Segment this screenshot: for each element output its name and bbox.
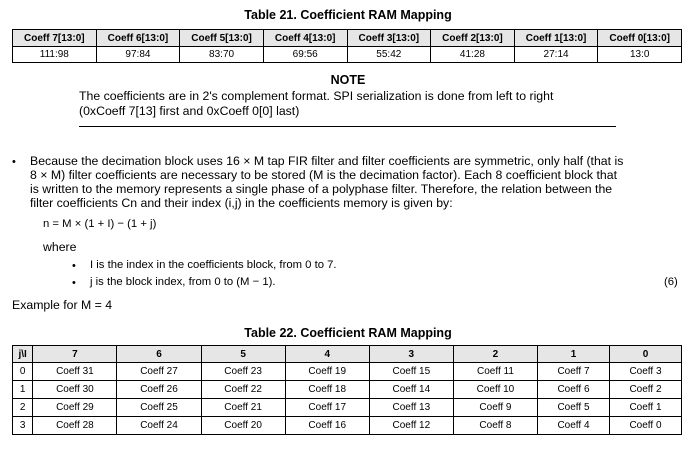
table-cell: Coeff 21 <box>201 399 285 417</box>
equation: n = M × (1 + I) − (1 + j) <box>43 218 157 230</box>
table21-header-cell: Coeff 4[13:0] <box>263 30 347 47</box>
table-row <box>13 399 682 417</box>
note-rule <box>79 126 616 127</box>
body-line: filter coefficients Cn and their index (i,j) in the coefficients memory is given by: <box>30 196 453 210</box>
sub-item-i: I is the index in the coefficients block, from 0 to 7. <box>90 259 337 271</box>
table-cell: 0 <box>13 363 33 381</box>
table-cell: Coeff 31 <box>33 363 117 381</box>
table22-header-cell: j\I <box>13 346 33 363</box>
table-cell: Coeff 24 <box>117 417 201 435</box>
table-cell: Coeff 26 <box>117 381 201 399</box>
table22-header-cell: 7 <box>33 346 117 363</box>
table-cell: Coeff 9 <box>453 399 537 417</box>
table-cell: Coeff 2 <box>609 381 681 399</box>
table-cell: 2 <box>13 399 33 417</box>
table-cell: Coeff 12 <box>369 417 453 435</box>
note-text-line-1: The coefficients are in 2's complement format. SPI serialization is done from left to right <box>79 89 554 103</box>
table-cell: Coeff 27 <box>117 363 201 381</box>
note-title: NOTE <box>330 73 366 87</box>
table21 <box>12 29 682 63</box>
table22-header-cell: 2 <box>453 346 537 363</box>
table-cell: Coeff 10 <box>453 381 537 399</box>
table21-caption: Table 21. Coefficient RAM Mapping <box>244 8 452 22</box>
table22-header-cell: 1 <box>538 346 610 363</box>
table-row <box>13 363 682 381</box>
table21-header-cell: Coeff 5[13:0] <box>180 30 264 47</box>
table21-header-cell: Coeff 6[13:0] <box>96 30 180 47</box>
table-cell: Coeff 17 <box>285 399 369 417</box>
table-cell: Coeff 6 <box>538 381 610 399</box>
table-cell: Coeff 23 <box>201 363 285 381</box>
table22-header-cell: 4 <box>285 346 369 363</box>
where-label: where <box>43 240 77 254</box>
table-cell: 1 <box>13 381 33 399</box>
table21-header-cell: Coeff 0[13:0] <box>598 30 682 47</box>
table22 <box>12 345 682 435</box>
body-line: 8 × M) filter coefficients are necessary to be stored (M is the decimation factor). Each 8 coefficient block that <box>30 168 617 182</box>
table21-row <box>13 47 682 63</box>
table-cell: Coeff 16 <box>285 417 369 435</box>
table-cell: Coeff 5 <box>538 399 610 417</box>
table-cell: Coeff 18 <box>285 381 369 399</box>
table21-header-row <box>13 30 682 47</box>
table-cell: Coeff 14 <box>369 381 453 399</box>
table-cell: Coeff 8 <box>453 417 537 435</box>
table22-header-cell: 5 <box>201 346 285 363</box>
table-row <box>13 417 682 435</box>
body-paragraph <box>30 154 686 210</box>
table21-header-cell: Coeff 2[13:0] <box>431 30 515 47</box>
note-text-line-2: (0xCoeff 7[13] first and 0xCoeff 0[0] last) <box>79 104 300 118</box>
table-cell: Coeff 29 <box>33 399 117 417</box>
table-cell: Coeff 28 <box>33 417 117 435</box>
example-text: Example for M = 4 <box>12 298 113 312</box>
sub-item-j: j is the block index, from 0 to (M − 1). <box>90 276 276 288</box>
equation-number: (6) <box>664 276 678 288</box>
bullet-icon: • <box>72 277 76 289</box>
table-cell: Coeff 1 <box>609 399 681 417</box>
table22-caption: Table 22. Coefficient RAM Mapping <box>244 326 452 340</box>
table21-header-cell: Coeff 7[13:0] <box>13 30 97 47</box>
table21-cell: 97:84 <box>96 47 180 63</box>
bullet-icon: • <box>12 156 16 168</box>
table-cell: Coeff 15 <box>369 363 453 381</box>
bullet-icon: • <box>72 260 76 272</box>
table22-header-cell: 6 <box>117 346 201 363</box>
table-cell: Coeff 30 <box>33 381 117 399</box>
table21-header-cell: Coeff 1[13:0] <box>514 30 598 47</box>
table-row <box>13 381 682 399</box>
table21-cell: 83:70 <box>180 47 264 63</box>
table22-header-cell: 3 <box>369 346 453 363</box>
table-cell: Coeff 3 <box>609 363 681 381</box>
table-cell: Coeff 22 <box>201 381 285 399</box>
table21-cell: 55:42 <box>347 47 431 63</box>
table21-cell: 41:28 <box>431 47 515 63</box>
body-line: Because the decimation block uses 16 × M tap FIR filter and filter coefficients are symmetric, only half (that is <box>30 154 624 168</box>
table-cell: Coeff 0 <box>609 417 681 435</box>
table-cell: Coeff 19 <box>285 363 369 381</box>
table22-header-row <box>13 346 682 363</box>
table21-cell: 27:14 <box>514 47 598 63</box>
table-cell: 3 <box>13 417 33 435</box>
table21-header-cell: Coeff 3[13:0] <box>347 30 431 47</box>
table-cell: Coeff 4 <box>538 417 610 435</box>
table21-cell: 111:98 <box>13 47 97 63</box>
table-cell: Coeff 25 <box>117 399 201 417</box>
table-cell: Coeff 11 <box>453 363 537 381</box>
table-cell: Coeff 20 <box>201 417 285 435</box>
table22-header-cell: 0 <box>609 346 681 363</box>
table-cell: Coeff 7 <box>538 363 610 381</box>
table-cell: Coeff 13 <box>369 399 453 417</box>
body-line: is written to the memory represents a single phase of a polyphase filter. Therefore, the relation between the <box>30 182 613 196</box>
table21-cell: 13:0 <box>598 47 682 63</box>
table21-cell: 69:56 <box>263 47 347 63</box>
